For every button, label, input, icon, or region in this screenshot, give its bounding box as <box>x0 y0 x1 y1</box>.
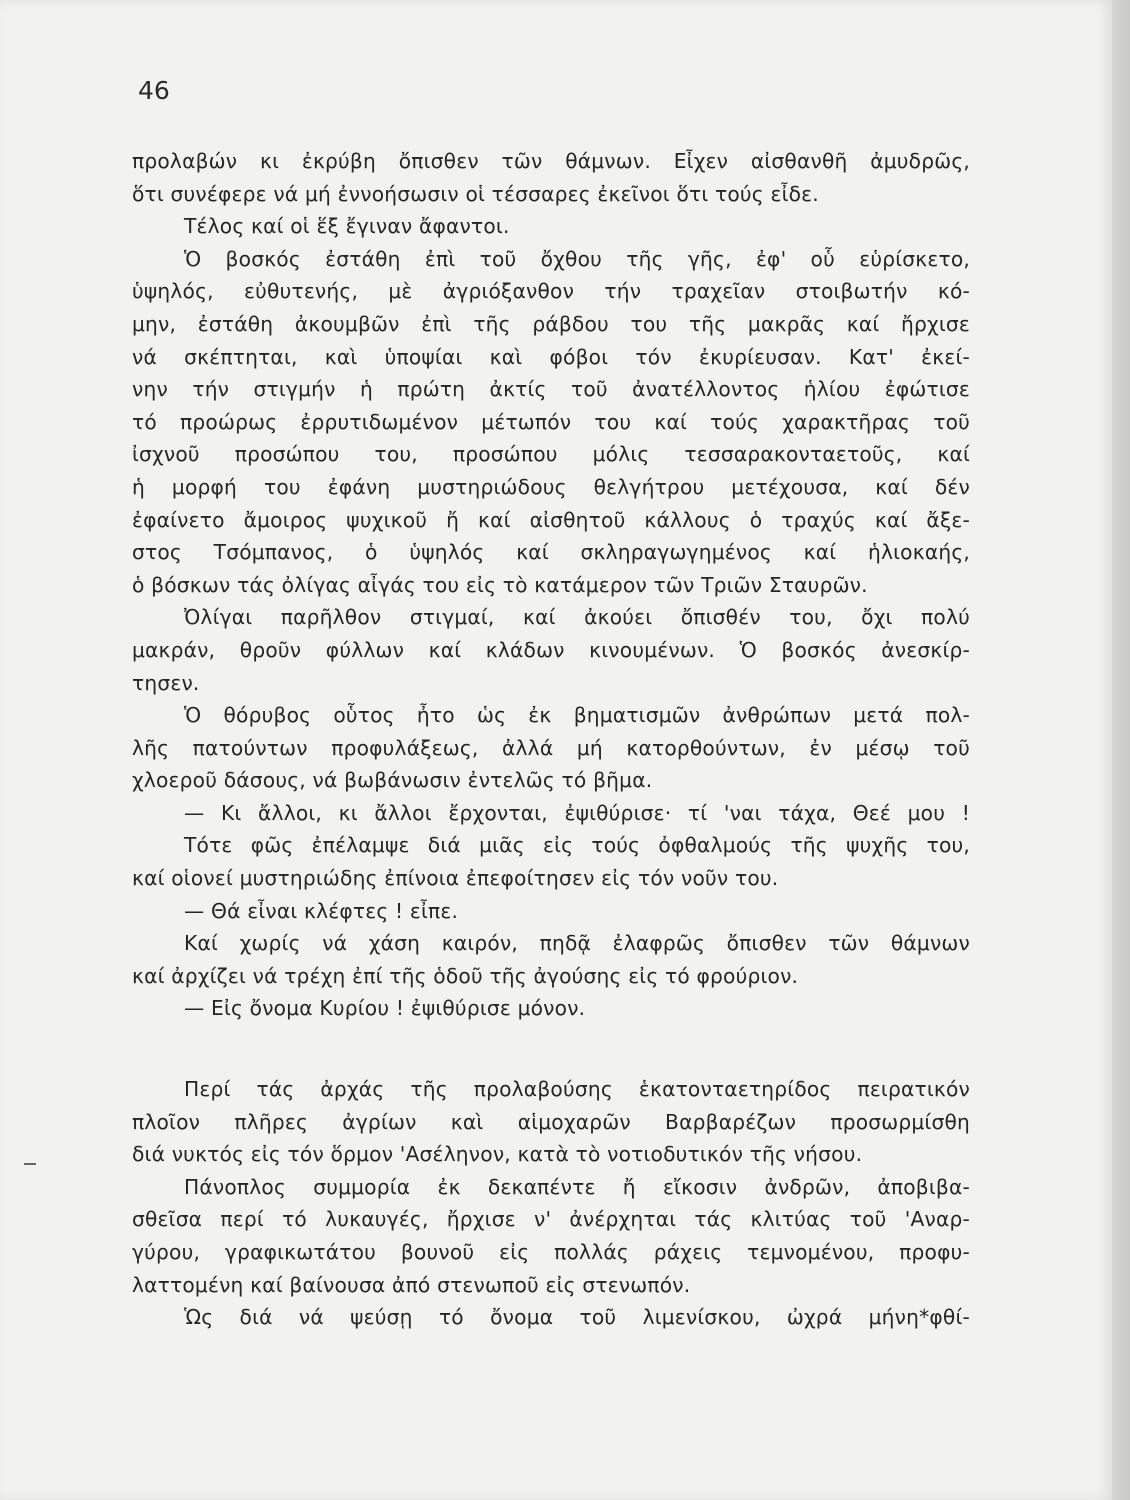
text-line: ἡ μορφή του ἐφάνη μυστηριώδους θελγήτρου μετέχουσα, καί δέν <box>132 474 970 499</box>
text-line: λῆς πατούντων προφυλάξεως, ἀλλά μή κατορθούντων, ἐν μέσῳ τοῦ <box>132 735 970 760</box>
text-line: στος Τσόμπανος, ὁ ὑψηλός καί σκληραγωγημένος καί ἡλιοκαής, <box>132 540 970 565</box>
text-section-1 <box>132 145 970 1025</box>
text-line: Τέλος καί οἱ ἕξ ἔγιναν ἄφαντοι. <box>184 214 510 239</box>
text-line: ἐφαίνετο ἄμοιρος ψυχικοῦ ἤ καί αἰσθητοῦ κάλλους ὁ τραχύς καί ἄξε- <box>132 507 970 532</box>
text-line: γύρου, γραφικωτάτου βουνοῦ εἰς πολλάς ράχεις τεμνομένου, προφυ- <box>132 1240 970 1264</box>
text-line: Ὡς διά νά ψεύσῃ τό ὄνομα τοῦ λιμενίσκου, ὠχρά μήνη*φθί- <box>184 1305 970 1330</box>
text-line: Καί χωρίς νά χάση καιρόν, πηδᾷ ἐλαφρῶς ὄπισθεν τῶν θάμνων <box>184 931 970 956</box>
text-line: νην τήν στιγμήν ἡ πρώτη ἀκτίς τοῦ ἀνατέλλοντος ἡλίου ἐφώτισε <box>132 377 970 402</box>
text-line: Τότε φῶς ἐπέλαμψε διά μιᾶς εἰς τούς ὀφθαλμούς τῆς ψυχῆς του, <box>184 833 970 858</box>
text-line: Πάνοπλος συμμορία ἐκ δεκαπέντε ἤ εἴκοσιν ἀνδρῶν, ἀποβιβα- <box>184 1174 970 1199</box>
text-line: Ὁ βοσκός ἐστάθη ἐπὶ τοῦ ὄχθου τῆς γῆς, ἐφ' οὗ εὑρίσκετο, <box>184 246 970 271</box>
text-line: καί ἀρχίζει νά τρέχη ἐπί τῆς ὁδοῦ τῆς ἀγούσης εἰς τό φρούριον. <box>132 963 799 988</box>
body-text <box>132 145 970 1334</box>
margin-mark <box>24 1163 36 1165</box>
text-line: — Κι ἄλλοι, κι ἄλλοι ἔρχονται, ἐψιθύρισε· τί 'ναι τάχα, Θεέ μου ! <box>184 800 970 825</box>
text-line: χλοεροῦ δάσους, νά βωβάνωσιν ἐντελῶς τό βῆμα. <box>132 768 653 793</box>
text-section-2 <box>132 1073 970 1334</box>
text-line: ὑψηλός, εὐθυτενής, μὲ ἀγριόξανθον τήν τραχεῖαν στοιβωτήν κό- <box>132 279 970 304</box>
text-line: τό προώρως ἐρρυτιδωμένον μέτωπόν του καί τούς χαρακτῆρας τοῦ <box>132 409 970 434</box>
text-line: τησεν. <box>132 670 200 695</box>
text-line: Ὁ θόρυβος οὗτος ἦτο ὡς ἐκ βηματισμῶν ἀνθρώπων μετά πολ- <box>184 703 970 728</box>
text-line: καί οἱονεί μυστηριώδης ἐπίνοια ἐπεφοίτησεν εἰς τόν νοῦν του. <box>132 866 779 891</box>
text-line: σθεῖσα περί τό λυκαυγές, ἤρχισε ν' ἀνέρχηται τάς κλιτύας τοῦ 'Αναρ- <box>132 1207 970 1232</box>
text-line: πλοῖον πλῆρες ἀγρίων καὶ αἱμοχαρῶν Βαρβαρέζων προσωρμίσθη <box>132 1109 970 1134</box>
text-line: νά σκέπτηται, καὶ ὑποψίαι καὶ φόβοι τόν ἐκυρίευσαν. Κατ' ἐκεί- <box>132 344 970 369</box>
text-line: λαττομένη καί βαίνουσα ἀπό στενωποῦ εἰς στενωπόν. <box>132 1272 691 1297</box>
text-line: — Εἰς ὄνομα Κυρίου ! ἐψιθύρισε μόνον. <box>184 996 586 1021</box>
text-line: προλαβών κι ἐκρύβη ὄπισθεν τῶν θάμνων. Εἶχεν αἰσθανθῆ ἀμυδρῶς, <box>132 149 970 173</box>
text-line: Ὀλίγαι παρῆλθον στιγμαί, καί ἀκούει ὄπισθέν του, ὄχι πολύ <box>184 605 970 630</box>
text-line: μακράν, θροῦν φύλλων καί κλάδων κινουμένων. Ὁ βοσκός ἀνεσκίρ- <box>132 637 970 662</box>
section-break <box>132 1025 970 1073</box>
text-line: ὅτι συνέφερε νά μή ἐννοήσωσιν οἱ τέσσαρες ἐκεῖνοι ὅτι τούς εἶδε. <box>132 181 819 206</box>
text-line: διά νυκτός εἰς τόν ὅρμον 'Ασέληνον, κατὰ τὸ νοτιοδυτικόν τῆς νήσου. <box>132 1142 863 1167</box>
text-line: Περί τάς ἀρχάς τῆς προλαβούσης ἑκατονταετηρίδος πειρατικόν <box>184 1077 970 1102</box>
text-line: ἰσχνοῦ προσώπου του, προσώπου μόλις τεσσαρακονταετοῦς, καί <box>132 442 970 467</box>
text-line: — Θά εἶναι κλέφτες ! εἶπε. <box>184 898 459 923</box>
page-edge <box>1112 0 1130 1500</box>
text-line: ὁ βόσκων τάς ὀλίγας αἶγάς του εἰς τὸ κατάμερον τῶν Τριῶν Σταυρῶν. <box>132 572 868 597</box>
page-number: 46 <box>138 76 170 105</box>
text-line: μην, ἐστάθη ἀκουμβῶν ἐπὶ τῆς ράβδου του τῆς μακρᾶς καί ἤρχισε <box>132 311 970 336</box>
